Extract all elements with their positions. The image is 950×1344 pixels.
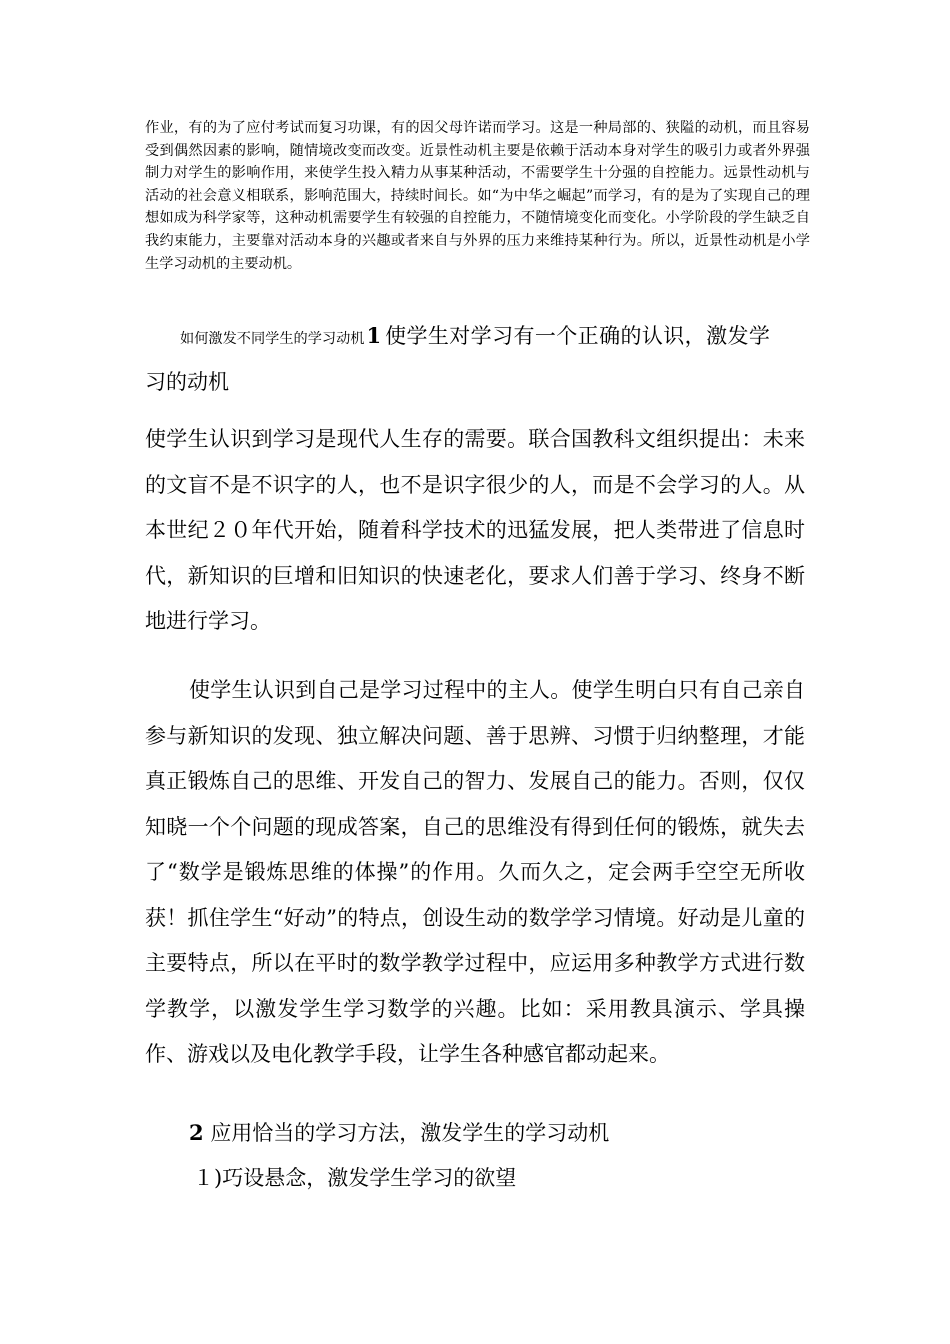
body-paragraph-2: 使学生认识到自己是学习过程中的主人。使学生明白只有自己亲自参与新知识的发现、独立解决问题、善于思辨、习惯于归纳整理，才能真正锻炼自己的思维、开发自己的智力、发展自己的能力。否则，仅仅知晓一个个问题的现成答案，自己的思维没有得到任何的锻炼，就失去了“数学是锻炼思维的体操”的作用。久而久之，定会两手空空无所收获！抓住学生“好动”的特点，创设生动的数学学习情境。好动是儿童的主要特点，所以在平时的数学教学过程中，应运用多种教学方式进行数学教学，以激发学生学习数学的兴趣。比如：采用教具演示、学具操作、游戏以及电化教学手段，让学生各种感官都动起来。 <box>145 678 805 1066</box>
section-2-title: 应用恰当的学习方法，激发学生的学习动机 <box>210 1121 610 1145</box>
section-1-heading <box>180 320 820 350</box>
heading-lead-text: 如何激发不同学生的学习动机 <box>180 331 365 347</box>
section-1-number: 1 <box>366 323 382 348</box>
section-2-heading <box>189 1117 609 1147</box>
intro-paragraph: 作业，有的为了应付考试而复习功课，有的因父母许诺而学习。这是一种局部的、狭隘的动机，而且容易受到偶然因素的影响，随情境改变而改变。近景性动机主要是依赖于活动本身对学生的吸引力或者外界强制力对学生的影响作用，来使学生投入精力从事某种活动，不需要学生十分强的自控能力。远景性动机与活动的社会意义相联系，影响范围大，持续时间长。如“为中华之崛起”而学习，有的是为了实现自己的理想如成为科学家等，这种动机需要学生有较强的自控能力，不随情境变化而变化。小学阶段的学生缺乏自我约束能力，主要靠对活动本身的兴趣或者来自与外界的压力来维持某种行为。所以，近景性动机是小学生学习动机的主要动机。 <box>145 120 810 272</box>
section-1-title-continued: 习的动机 <box>145 370 229 394</box>
body-paragraph-1: 使学生认识到学习是现代人生存的需要。联合国教科文组织提出：未来的文盲不是不识字的人，也不是识字很少的人，而是不会学习的人。从本世纪２０年代开始，随着科学技术的迅猛发展，把人类带进了信息时代，新知识的巨增和旧知识的快速老化，要求人们善于学习、终身不断地进行学习。 <box>145 427 805 633</box>
section-2-number: 2 <box>189 1120 204 1145</box>
section-1-title: 使学生对学习有一个正确的认识，激发学 <box>385 324 771 348</box>
subsection-1-heading: １)巧设悬念，激发学生学习的欲望 <box>193 1166 517 1190</box>
